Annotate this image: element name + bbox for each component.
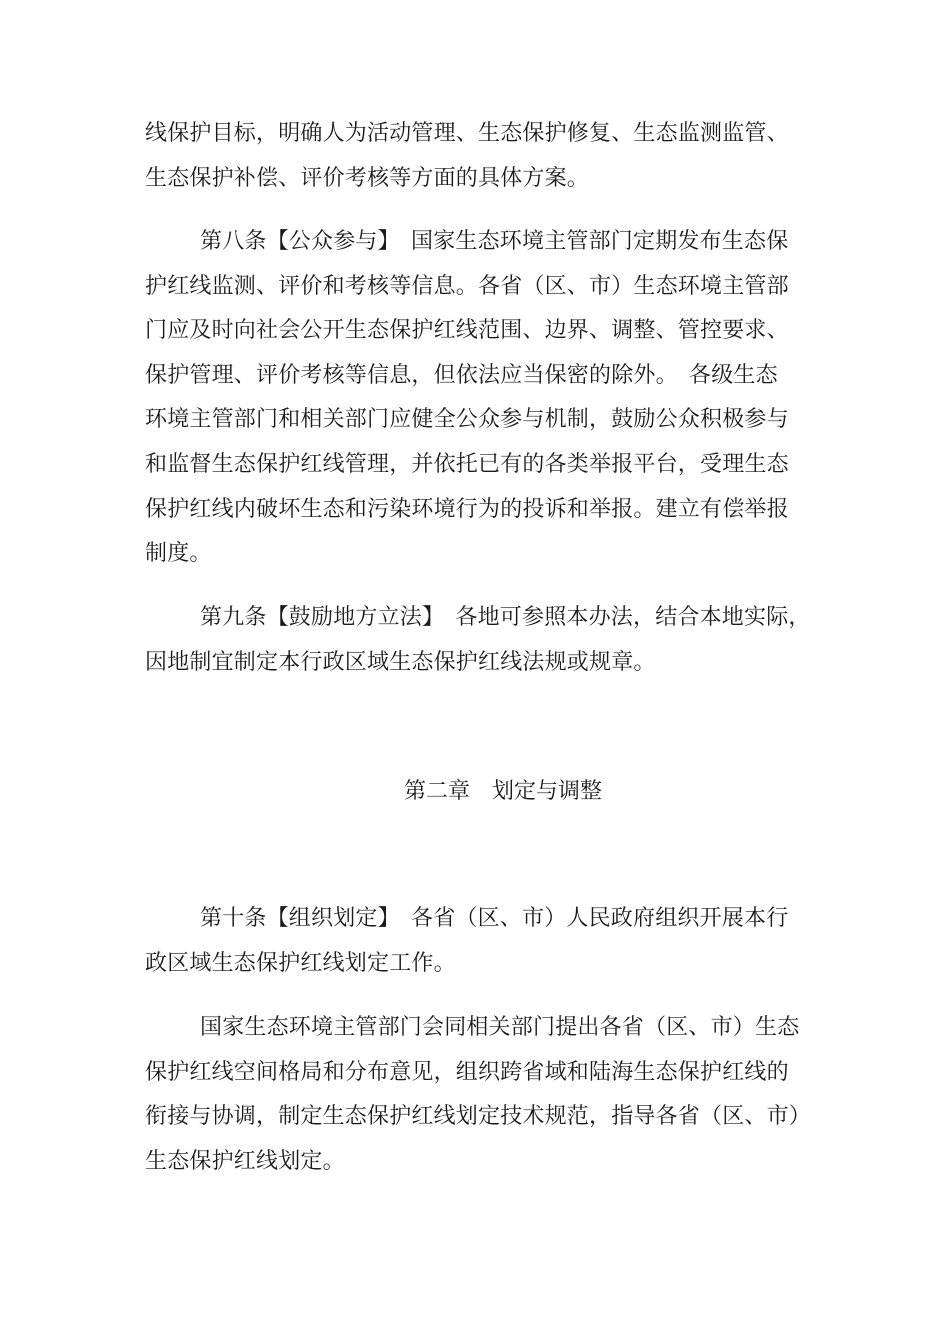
- text-line: 第九条【鼓励地方立法】 各地可参照本办法，结合本地实际，: [200, 605, 811, 630]
- text-line: 保护红线内破坏生态和污染环境行为的投诉和举报。建立有偿举报: [145, 496, 789, 522]
- paragraph-continuation: [145, 112, 835, 201]
- text-line: 因地制宜制定本行政区域生态保护红线法规或规章。: [145, 649, 656, 675]
- text-line: 保护红线空间格局和分布意见，组织跨省域和陆海生态保护红线的: [145, 1059, 789, 1085]
- text-line: 第十条【组织划定】 各省（区、市）人民政府组织开展本行: [200, 906, 789, 931]
- text-line: 环境主管部门和相关部门应健全公众参与机制，鼓励公众积极参与: [145, 407, 789, 433]
- text-line: 保护管理、评价考核等信息，但依法应当保密的除外。 各级生态: [145, 362, 778, 388]
- text-line: 衔接与协调，制定生态保护红线划定技术规范，指导各省（区、市）: [145, 1104, 812, 1130]
- text-line: 第八条【公众参与】 国家生态环境主管部门定期发布生态保: [200, 229, 789, 254]
- text-line: 线保护目标，明确人为活动管理、生态保护修复、生态监测监管、: [145, 121, 789, 146]
- text-line: 和监督生态保护红线管理，并依托已有的各类举报平台，受理生态: [145, 451, 789, 477]
- chapter-heading: 第二章 划定与调整: [403, 779, 602, 804]
- text-line: 政区域生态保护红线划定工作。: [145, 950, 456, 976]
- text-line: 制度。: [145, 541, 212, 567]
- text-line: 护红线监测、评价和考核等信息。各省（区、市）生态环境主管部: [145, 273, 789, 299]
- article-10-paragraph-2: [145, 1006, 835, 1184]
- article-9-paragraph: [145, 596, 835, 685]
- text-line: 生态保护红线划定。: [145, 1148, 345, 1174]
- text-line: 生态保护补偿、评价考核等方面的具体方案。: [145, 165, 590, 191]
- article-8-paragraph: [145, 220, 835, 577]
- text-line: 门应及时向社会公开生态保护红线范围、边界、调整、管控要求、: [145, 318, 789, 344]
- article-10-paragraph: [145, 897, 835, 986]
- text-line: 国家生态环境主管部门会同相关部门提出各省（区、市）生态: [200, 1015, 800, 1040]
